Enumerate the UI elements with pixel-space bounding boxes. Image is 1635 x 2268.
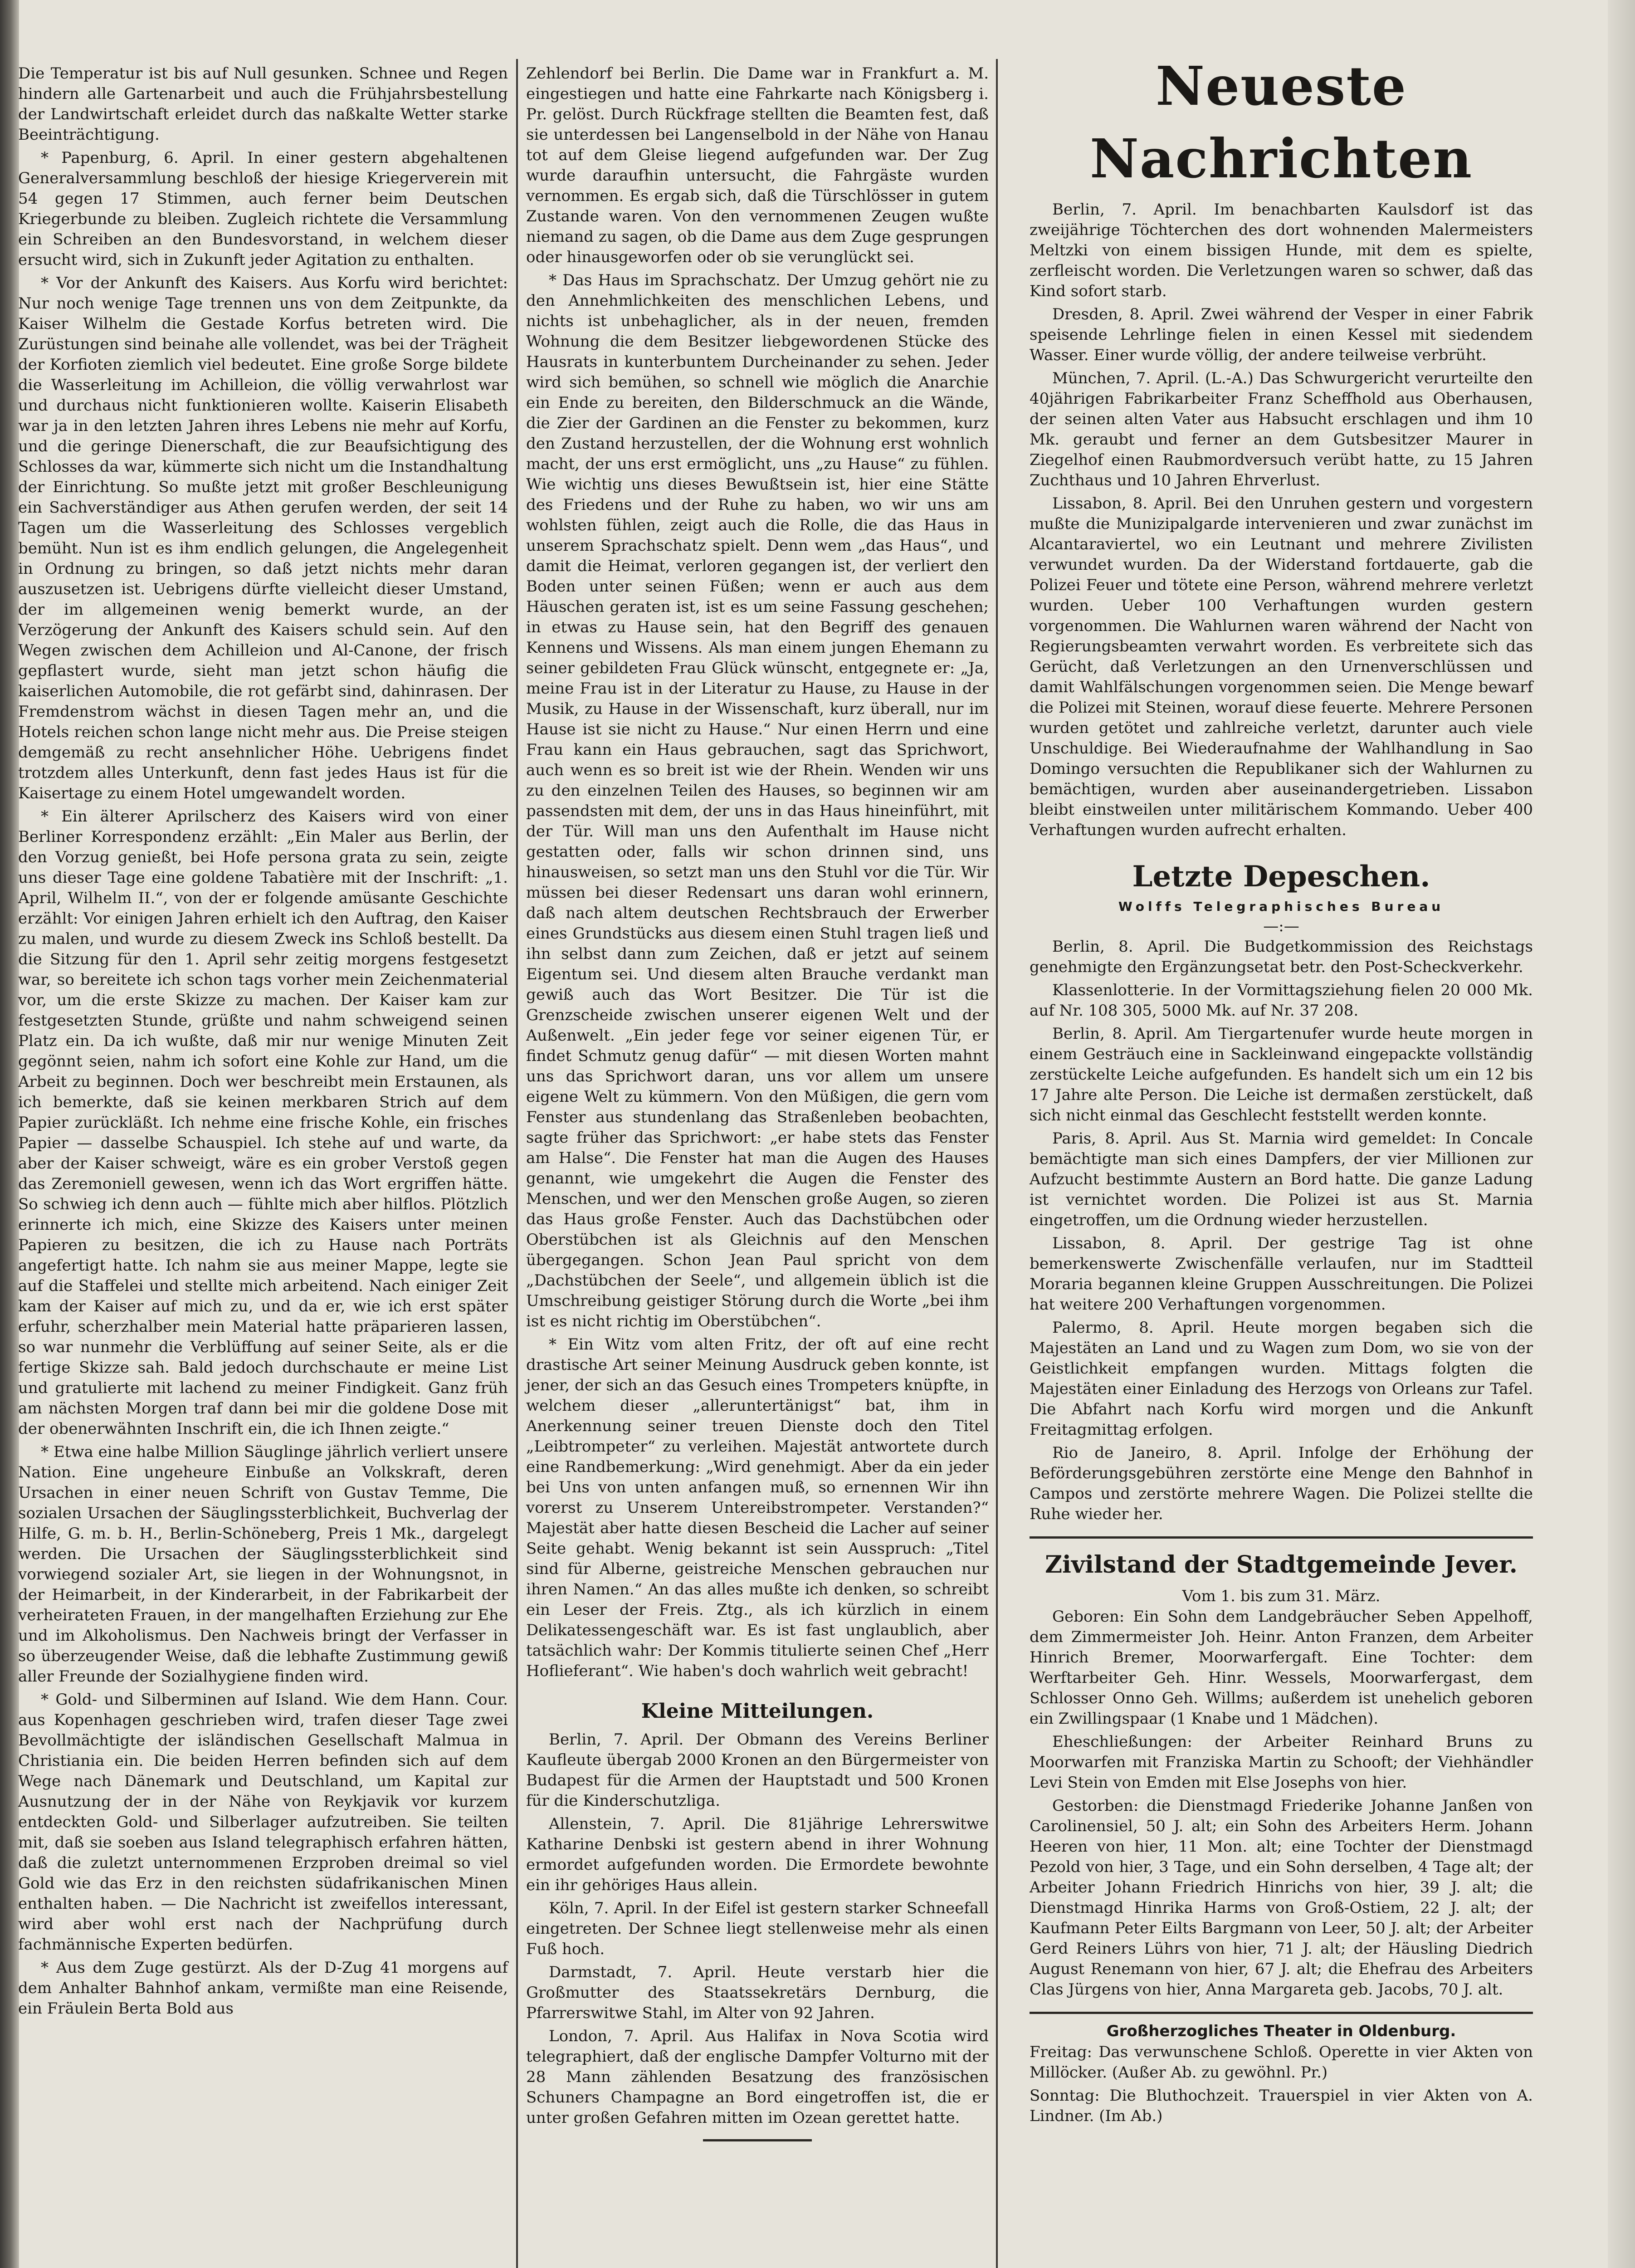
dispatch-item: Berlin, 8. April. Am Tiergartenufer wurde heute morgen in einem Gesträuch eine in Sackleinwand eingepackte vollständig zerstückelte Leiche aufgefunden. Es handelt sich um ein 12 bis 17 Jahre alte Person. Die Leiche ist dermaßen zerstückelt, daß sich nicht einmal das Geschlecht feststellt werden konnte.: [1030, 1025, 1533, 1124]
section-divider: [1030, 1536, 1533, 1539]
masthead-neueste-nachrichten: Neueste Nachrichten: [1090, 54, 1473, 190]
column-divider: [996, 59, 998, 2268]
article-paragraph: * Vor der Ankunft des Kaisers. Aus Korfu wird berichtet: Nur noch wenige Tage trennen uns von dem Zeitpunkte, da Kaiser Wilhelm die Gestade Korfus betreten wird. Die Zurüstungen sind beinahe alle vollendet, was bei der Trägheit der Korfioten ziemlich viel bedeutet. Eine große Sorge bildete die Wasserleitung im Achilleion, die völlig verwahrlost war und durchaus nicht funktionieren wollte. Kaiserin Elisabeth war ja in den letzten Jahren ihres Lebens nie mehr auf Korfu, und die geringe Dienerschaft, die zur Beaufsichtigung des Schlosses da war, kümmerte sich nicht um die Instandhaltung der Einrichtung. So mußte jetzt mit großer Beschleunigung ein Sachverständiger aus Athen gerufen werden, der seit 14 Tagen um die Wasserleitung des Schlosses vergeblich bemüht. Nun ist es ihm endlich gelungen, die Angelegenheit in Ordnung zu bringen, so daß jetzt nichts mehr daran auszusetzen ist. Uebrigens dürfte vielleicht dieser Umstand, der im allgemeinen wenig bemerkt wurde, an der Verzögerung der Ankunft des Kaisers schuld sein. Auf den Wegen zwischen dem Achilleion und Al-Canone, der frisch gepflastert wurde, sieht man jetzt schon häufig die kaiserlichen Automobile, die rot gefärbt sind, dahinrasen. Der Fremdenstrom wächst in diesen Tagen mehr an, und die Hotels reichen schon lange nicht mehr aus. Die Preise steigen demgemäß zu recht ansehnlicher Höhe. Uebrigens findet trotzdem alles Unterkunft, denn fast jedes Haus ist für die Kaisertage zu einem Hotel umgewandelt worden.: [18, 274, 508, 802]
registry-entry: Geboren: Ein Sohn dem Landgebräucher Seben Appelhoff, dem Zimmermeister Joh. Heinr. Anton Franzen, dem Arbeiter Hinrich Bremer, Moorwarfergaft. Eine Tochter: dem Werftarbeiter Geh. Hinr. Wessels, Moorwarfergast, dem Schlosser Onno Geh. Willms; außerdem ist unehelich geboren ein Zwillingspaar (1 Knabe und 1 Mädchen).: [1030, 1608, 1533, 1728]
article-paragraph: * Etwa eine halbe Million Säuglinge jährlich verliert unsere Nation. Eine ungeheure Einbuße an Volkskraft, deren Ursachen in einer neuen Schrift von Gustav Temme, Die sozialen Ursachen der Säuglingssterblichkeit, Buchverlag der Hilfe, G. m. b. H., Berlin-Schöneberg, Preis 1 Mk., dargelegt werden. Die Ursachen der Säuglingssterblichkeit sind vorwiegend sozialer Art, sie liegen in der Wohnungsnot, in der Heimarbeit, in der Kinderarbeit, in der Fabrikarbeit der verheirateten Frauen, in der mangelhaften Erziehung zur Ehe und im Alkoholismus. Den Nachweis bringt der Verfasser in so überzeugender Weise, daß die lebhafte Zustimmung gewiß aller Freunde der Sozialhygiene finden wird.: [18, 1443, 508, 1686]
news-item: Berlin, 7. April. Im benachbarten Kaulsdorf ist das zweijährige Töchterchen des dort wohnenden Malermeisters Meltzki von einem bissigen Hunde, mit dem es spielte, zerfleischt worden. Die Verletzungen waren so schwer, daß das Kind sofort starb.: [1030, 200, 1533, 300]
section-divider: [703, 2139, 812, 2141]
news-item: Dresden, 8. April. Zwei während der Vesper in einer Fabrik speisende Lehrlinge fielen in einen Kessel mit siedendem Wasser. Einer wurde völlig, der andere teilweise verbrüht.: [1030, 305, 1533, 364]
section-title-letzte-depeschen: Letzte Depeschen.: [1132, 860, 1430, 894]
article-paragraph: * Papenburg, 6. April. In einer gestern abgehaltenen Generalversammlung beschloß der hiesige Kriegerverein mit 54 gegen 17 Stimmen, auch ferner beim Deutschen Kriegerbunde zu bleiben. Zugleich richtete die Versammlung ein Schreiben an den Bundesvorstand, in welchem dieser ersucht wird, sich in Zukunft jeder Agitation zu enthalten.: [18, 149, 508, 269]
column-middle: [526, 64, 989, 2152]
wire-service-label: Wolffs Telegraphisches Bureau: [1118, 899, 1445, 914]
news-item: Darmstadt, 7. April. Heute verstarb hier die Großmutter des Staatssekretärs Dernburg, die Pfarrerswitwe Stahl, im Alter von 92 Jahren.: [526, 1963, 989, 2022]
theatre-listing: Freitag: Das verwunschene Schloß. Operette in vier Akten von Millöcker. (Außer Ab. zu gewöhnl. Pr.): [1030, 2043, 1533, 2082]
registry-entry: Gestorben: die Dienstmagd Friederike Johanne Janßen von Carolinensiel, 50 J. alt; ein Sohn des Arbeiters Herm. Johann Heeren von hier, 11 Mon. alt; eine Tochter der Dienstmagd Pezold von hier, 3 Tage, und ein Sohn derselben, 4 Tage alt; der Arbeiter Johann Friedrich Hinrichs von hier, 39 J. alt; die Dienstmagd Hinrika Harms von Groß-Ostiem, 22 J. alt; der Kaufmann Peter Eilts Bargmann von Leer, 50 J. alt; der Arbeiter Gerd Reiners Lührs von hier, 71 J. alt; der Häusling Diedrich August Renemann von hier, 67 J. alt; die Ehefrau des Arbeiters Clas Jürgens von hier, Anna Margareta geb. Jacobs, 70 J. alt.: [1030, 1797, 1533, 1999]
page-right-edge: [1608, 0, 1635, 2268]
dispatch-item: Rio de Janeiro, 8. April. Infolge der Erhöhung der Beförderungsgebühren zerstörte eine Menge den Bahnhof in Campos und zerstörte mehrere Wagen. Die Polizei stellte die Ruhe wieder her.: [1030, 1444, 1533, 1523]
article-paragraph: * Ein Witz vom alten Fritz, der oft auf eine recht drastische Art seiner Meinung Ausdruck geben konnte, ist jener, der sich an das Gesuch eines Trompeters knüpfte, in welchem dieser „alleruntertänigst“ bat, ihm in Anerkennung seiner treuen Dienste doch den Titel „Leibtrompeter“ zu verleihen. Majestät antwortete durch eine Randbemerkung: „Wird genehmigt. Aber da ein jeder bei Uns von unten anfangen muß, so ernennen Wir ihn vorerst zu Unserem Untereibstrompeter. Verstanden?“ Majestät aber hatte diesen Bescheid die Lacher auf seiner Seite gehabt. Wenig bekannt ist sein Ausspruch: „Titel sind für Alberne, geistreiche Menschen gebrauchen nur ihren Namen.“ An das alles mußte ich denken, so schreibt ein Leser der Freis. Ztg., als ich kürzlich in einem Delikatessengeschäft war. Es ist fast unglaublich, aber tatsächlich wahr: Der Kommis titulierte seinen Chef „Herr Hoflieferant“. Wie haben's doch wahrlich weit gebracht!: [526, 1335, 989, 1680]
date-range: Vom 1. bis zum 31. März.: [1182, 1587, 1381, 1605]
news-item: Köln, 7. April. In der Eifel ist gestern starker Schneefall eingetreten. Der Schnee liegt stellenweise mehr als einen Fuß hoch.: [526, 1899, 989, 1958]
column-left: [18, 64, 508, 2019]
article-paragraph: Die Temperatur ist bis auf Null gesunken. Schnee und Regen hindern alle Gartenarbeit und auch die Frühjahrsbestellung der Landwirtschaft erleidet durch das naßkalte Wetter starke Beeinträchtigung.: [18, 64, 508, 144]
article-paragraph: * Das Haus im Sprachschatz. Der Umzug gehört nie zu den Annehmlichkeiten des menschlichen Lebens, und nichts ist unbehaglicher, als in der neuen, fremden Wohnung die dem Besitzer liebgewordenen Stücke des Hausrats in kunterbuntem Durcheinander zu sehen. Jeder wird sich bemühen, so schnell wie möglich die Anarchie ein Ende zu bereiten, den Bilderschmuck an die Wände, die Zier der Gardinen an die Fenster zu bekommen, kurz den Zustand herzustellen, der die Wohnung erst wohnlich macht, der uns erst ermöglicht, uns „zu Hause“ zu fühlen. Wie wichtig uns dieses Bewußtsein ist, hier eine Stätte des Friedens und der Ruhe zu haben, wo wir uns am wohlsten fühlen, zeigt auch die Rolle, die das Haus in unserem Sprachschatz spielt. Denn wem „das Haus“, und damit die Heimat, verloren gegangen ist, der verliert den Boden unter seinen Füßen; wenn er auch aus dem Häuschen geraten ist, ist es um seine Fassung geschehen; in etwas zu Hause sein, hat den Begriff des genauen Kennens und Wissens. Als man einem jungen Ehemann zu seiner gebildeten Frau Glück wünscht, entgegnete er: „Ja, meine Frau ist in der Literatur zu Hause, zu Hause in der Musik, zu Hause in der Wissenschaft, kurz überall, nur im Hause ist sie nicht zu Hause.“ Nur einen Herrn und eine Frau kann ein Haus gebrauchen, sagt das Sprichwort, auch wenn es so breit ist wie der Rhein. Wenden wir uns zu den einzelnen Teilen des Hauses, so beginnen wir am passendsten mit dem, der uns in das Haus hineinführt, mit der Tür. Will man uns den Aufenthalt im Hause nicht gestatten oder, falls wir schon drinnen sind, uns hinausweisen, so setzt man uns den Stuhl vor die Tür. Wir müssen bei dieser Redensart uns daran wohl erinnern, daß nach altem deutschen Rechtsbrauch der Erwerber eines Grundstücks aus diesem einen Stuhl tragen ließ und ihn selbst dann zum Zeichen, daß er jetzt auf seinem Eigentum sei. Und diesem alten Brauche verdankt man gewiß auch das Wort Besitzer. Die Tür ist die Grenzscheide zwischen unserer eigenen Welt und der Außenwelt. „Ein jeder fege vor seiner eigenen Tür, er findet Schmutz genug dafür“ — mit diesen Worten mahnt uns das Sprichwort daran, uns vor allem um unsere eigene Welt zu kümmern. Von den Müßigen, die gern vom Fenster aus stundenlang das Straßenleben beobachten, sagte früher das Sprichwort: „er habe stets das Fenster am Halse“. Die Fenster hat man die Augen des Hauses genannt, wie umgekehrt die Augen die Fenster des Menschen, und wer den Menschen große Augen, so zieren das Haus große Fenster. Auch das Dachstübchen oder Oberstübchen ist als Gleichnis auf den Menschen übergegangen. Schon Jean Paul spricht von dem „Dachstübchen der Seele“, und allgemein üblich ist die Umschreibung geistiger Störung durch die Worte „bei ihm ist es nicht richtig im Oberstübchen“.: [526, 271, 989, 1330]
dispatch-item: Palermo, 8. April. Heute morgen begaben sich die Majestäten an Land und zu Wagen zum Dom, wo sie von der Geistlichkeit empfangen wurden. Mittags folgten die Majestäten einer Einladung des Herzogs von Orleans zur Tafel. Die Abfahrt nach Korfu wird morgen und die Ankunft Freitagmittag erfolgen.: [1030, 1319, 1533, 1439]
news-item: Lissabon, 8. April. Bei den Unruhen gestern und vorgestern mußte die Munizipalgarde intervenieren und zwar zunächst im Alcantaraviertel, wo ein Leutnant und mehrere Zivilisten verwundet wurden. Da der Widerstand fortdauerte, gab die Polizei Feuer und tötete eine Person, während mehrere verletzt wurden. Ueber 100 Verhaftungen wurden gestern vorgenommen. Die Wahlurnen waren während der Nacht von Regierungsbeamten verwahrt worden. Es verbreitete sich das Gerücht, daß Verletzungen an den Urnenverschlüssen und damit Wahlfälschungen vorgenommen seien. Die Menge bewarf die Polizei mit Steinen, worauf diese feuerte. Mehrere Personen wurden getötet und zahlreiche verletzt, darunter auch viele Unschuldige. Bei Wiederaufnahme der Wahlhandlung in Sao Domingo versuchten die Republikaner sich der Wahlurnen zu bemächtigen, wurden aber auseinandergetrieben. Lissabon bleibt einstweilen unter militärischem Kommando. Ueber 400 Verhaftungen wurden aufrecht erhalten.: [1030, 494, 1533, 839]
section-title-theater: Großherzogliches Theater in Oldenburg.: [1106, 2022, 1456, 2040]
news-item: London, 7. April. Aus Halifax in Nova Scotia wird telegraphiert, daß der englische Dampfer Volturno mit der 28 Mann zählenden Besatzung des französischen Schuners Champagne an Bord eingetroffen ist, die er unter großen Gefahren mitten im Ozean gerettet hatte.: [526, 2027, 989, 2127]
section-divider: [1030, 2012, 1533, 2014]
separator-mark: —:—: [1263, 917, 1299, 935]
dispatch-item: Paris, 8. April. Aus St. Marnia wird gemeldet: In Concale bemächtigte man sich eines Dampfers, der vier Millionen zur Aufzucht bestimmte Austern an Bord hatte. Die ganze Ladung ist vernichtet worden. Die Polizei ist aus St. Marnia eingetroffen, um die Ordnung wieder herzustellen.: [1030, 1129, 1533, 1229]
column-right: [1030, 54, 1533, 2126]
registry-entry: Eheschließungen: der Arbeiter Reinhard Bruns zu Moorwarfen mit Franziska Martin zu Schooft; der Viehhändler Levi Stein von Emden mit Else Josephs von hier.: [1030, 1733, 1533, 1792]
article-paragraph: * Aus dem Zuge gestürzt. Als der D-Zug 41 morgens auf dem Anhalter Bahnhof ankam, vermißte man eine Reisende, ein Fräulein Berta Bold aus: [18, 1959, 508, 2018]
dispatch-item: Lissabon, 8. April. Der gestrige Tag ist ohne bemerkenswerte Zwischenfälle verlaufen, nur im Stadtteil Moraria begannen kleine Gruppen Ausschreitungen. Die Polizei hat weitere 200 Verhaftungen vorgenommen.: [1030, 1234, 1533, 1314]
article-paragraph: * Ein älterer Aprilscherz des Kaisers wird von einer Berliner Korrespondenz erzählt: „Ein Maler aus Berlin, der den Vorzug genießt, bei Hofe persona grata zu sein, zeigte uns dieser Tage eine goldene Tabatière mit der Inschrift: „1. April, Wilhelm II.“, von der er folgende amüsante Geschichte erzählt: Vor einigen Jahren erhielt ich den Auftrag, den Kaiser zu malen, und wurde zu diesem Zweck ins Schloß bestellt. Da die Sitzung für den 1. April sehr zeitig morgens festgesetzt war, so bereitete ich schon tags vorher mein Zeichenmaterial vor, um die erste Skizze zu machen. Der Kaiser kam zur festgesetzten Stunde, grüßte und nahm schweigend seinen Platz ein. Da ich wußte, daß mir nur wenige Minuten Zeit gegönnt seien, nahm ich sofort eine Kohle zur Hand, um die Arbeit zu beginnen. Doch wer beschreibt mein Erstaunen, als ich bemerkte, daß sie keinen merkbaren Strich auf dem Papier zurückläßt. Ich nehme eine frische Kohle, ein frisches Papier — dasselbe Schauspiel. Ich stehe auf und warte, da aber der Kaiser schweigt, wäre es ein grober Verstoß gegen das Zeremoniell gewesen, wenn ich das Wort ergriffen hätte. So schwieg ich denn auch — fühlte mich aber hilflos. Plötzlich erinnerte ich mich, eine Skizze des Kaisers unter meinen Papieren zu besitzen, die ich zu Hause nach Porträts angefertigt hatte. Ich nahm sie aus meiner Mappe, legte sie auf die Staffelei und stellte mich arbeitend. Nach einiger Zeit kam der Kaiser auf mich zu, und da er, wie ich erst später erfuhr, scherzhalber mein Material hatte präparieren lassen, so war nunmehr die Verblüffung auf seiner Seite, als er die fertige Skizze sah. Bald jedoch durchschaute er meine List und gratulierte mit lachend zu meiner Findigkeit. Ganz früh am nächsten Morgen traf dann bei mir die goldene Dose mit der obenerwähnten Inschrift ein, die ich Ihnen zeigte.“: [18, 807, 508, 1438]
theatre-listing: Sonntag: Die Bluthochzeit. Trauerspiel in vier Akten von A. Lindner. (Im Ab.): [1030, 2087, 1533, 2125]
column-divider: [516, 59, 518, 2268]
article-paragraph: * Gold- und Silberminen auf Island. Wie dem Hann. Cour. aus Kopenhagen geschrieben wird, trafen dieser Tage zwei Bevollmächtigte der isländischen Gesellschaft Malmua in Christiania ein. Die beiden Herren befinden sich auf dem Wege nach Dänemark und Deutschland, um Kapital zur Ausnutzung der in der Nähe von Reykjavik vor kurzem entdeckten Gold- und Silberlager aufzutreiben. Sie teilten mit, daß sie soeben aus Island telegraphisch erfahren hätten, daß die zuletzt unternommenen Erzproben dreimal so viel Gold wie das Erz in den reichsten südafrikanischen Minen enthalten haben. — Die Nachricht ist zweifellos interessant, wird aber wohl erst nach der Nachprüfung durch fachmännische Experten bedürfen.: [18, 1691, 508, 1954]
page-left-edge: [0, 0, 19, 2268]
dispatch-item: Klassenlotterie. In der Vormittagsziehung fielen 20 000 Mk. auf Nr. 108 305, 5000 Mk. auf Nr. 37 208.: [1030, 981, 1533, 1020]
dispatch-item: Berlin, 8. April. Die Budgetkommission des Reichstags genehmigte den Ergänzungsetat betr. den Post-Scheckverkehr.: [1030, 938, 1533, 976]
article-paragraph: Zehlendorf bei Berlin. Die Dame war in Frankfurt a. M. eingestiegen und hatte eine Fahrkarte nach Königsberg i. Pr. gelöst. Durch Rückfrage stellten die Beamten fest, daß sie unterdessen bei Langenselbold in der Nähe von Hanau tot auf dem Gleise liegend aufgefunden war. Der Zug wurde daraufhin untersucht, die Fahrgäste wurden vernommen. Es ergab sich, daß die Türschlösser in gutem Zustande waren. Von den vernommenen Zeugen wußte niemand zu sagen, ob die Dame aus dem Zuge gesprungen oder hinausgeworfen oder ob sie verunglückt sei.: [526, 64, 989, 266]
section-title-zivilstand: Zivilstand der Stadtgemeinde Jever.: [1045, 1551, 1518, 1579]
news-item: Allenstein, 7. April. Die 81jährige Lehrerswitwe Katharine Denbski ist gestern abend in ihrer Wohnung ermordet aufgefunden worden. Die Ermordete bewohnte ein ihr gehöriges Haus allein.: [526, 1815, 989, 1894]
news-item: Berlin, 7. April. Der Obmann des Vereins Berliner Kaufleute übergab 2000 Kronen an den Bürgermeister von Budapest für die Armen der Hauptstadt und 500 Kronen für die Kinderschutzliga.: [526, 1730, 989, 1810]
news-item: München, 7. April. (L.-A.) Das Schwurgericht verurteilte den 40jährigen Fabrikarbeiter Franz Scheffhold aus Oberhausen, der seinen alten Vater aus Habsucht erschlagen und ihm 10 Mk. geraubt und ferner an dem Gutsbesitzer Maurer in Ziegelhof einen Raubmordversuch verübt hatte, zu 15 Jahren Zuchthaus und 10 Jahren Ehrverlust.: [1030, 369, 1533, 489]
section-title-kleine-mitteilungen: Kleine Mitteilungen.: [641, 1700, 874, 1723]
